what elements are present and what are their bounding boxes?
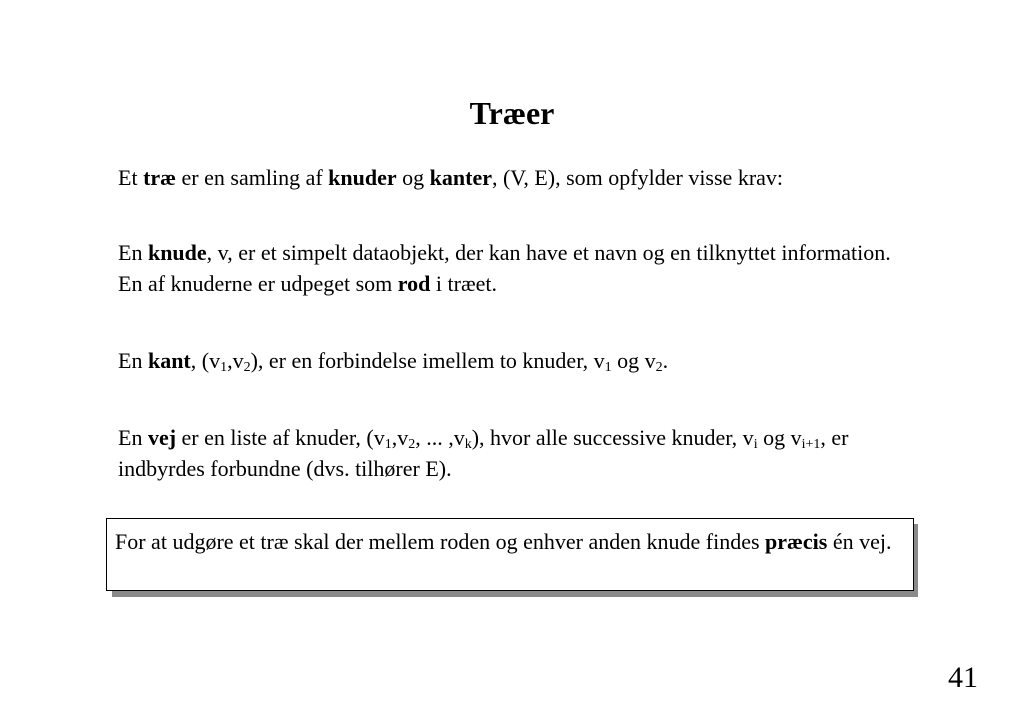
subscript: i [753,437,758,452]
text: ), er en forbindelse imellem to knuder, v [250,348,605,373]
term-edge: kant [147,348,191,373]
text: En [118,240,148,265]
text: En [118,348,148,373]
text: ,v [227,348,244,373]
text: og v [611,348,656,373]
text: ,v [391,425,409,450]
term-root: rod [397,271,431,296]
text: , v, er et simpelt dataobjekt, der kan have et navn og en tilknyttet information. En af knuderne er udpeget som [118,240,891,296]
definition-tree [118,162,918,193]
text: i træet. [430,271,498,296]
term-edges: kanter [429,165,492,190]
slide-title: Træer [469,95,555,131]
subscript: 1 [384,437,392,452]
text: og [396,165,430,190]
text: , ... ,v [415,425,465,450]
term-nodes: knuder [328,165,397,190]
text: er en liste af knuder, (v [176,425,385,450]
highlight-box [106,518,914,591]
text: , (v [190,348,221,373]
text: og v [757,425,802,450]
term-tree: træ [143,165,177,190]
text: er en samling af [176,165,329,190]
definition-node [118,237,918,299]
text: En [118,425,148,450]
text: én vej. [827,529,892,554]
subscript: 1 [220,360,228,375]
text: . [662,348,669,373]
text: , er indbyrdes forbundne (dvs. tilhører E). [118,425,849,481]
text: , (V, E), som opfylder visse krav: [491,165,784,190]
text: For at udgøre et træ skal der mellem roden og enhver anden knude findes [115,529,766,554]
subscript: k [464,437,472,452]
text: Et [118,165,144,190]
subscript: 2 [408,437,416,452]
text: ), hvor alle successive knuder, v [471,425,754,450]
term-path: vej [147,425,177,450]
term-exactly: præcis [765,529,828,554]
subscript: 1 [604,360,612,375]
definition-edge [118,345,918,376]
subscript: 2 [655,360,663,375]
subscript: i+1 [801,437,821,452]
definition-path [118,422,918,484]
subscript: 2 [243,360,251,375]
page-number: 41 [948,661,978,694]
term-node: knude [147,240,207,265]
